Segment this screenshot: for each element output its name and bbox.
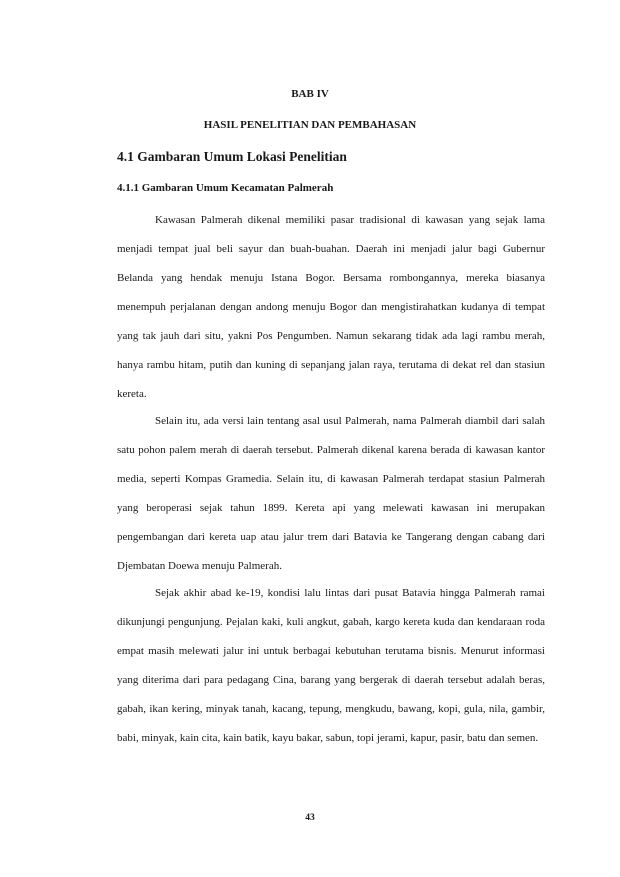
page-number: 43 — [305, 813, 315, 823]
subsection-heading: 4.1.1 Gambaran Umum Kecamatan Palmerah — [117, 182, 334, 194]
paragraph-1: Kawasan Palmerah dikenal memiliki pasar tradisional di kawasan yang sejak lama menjadi tempat jual beli sayur dan buah-buahan. Daerah ini menjadi jalur bagi Gubernur Belanda yang hendak menuju Istana Bogor. Bersama rombongannya, mereka biasanya menempuh perjalanan dengan andong menuju Bogor dan mengistirahatkan kudanya di tempat yang tak jauh dari situ, yakni Pos Pengumben. Namun sekarang tidak ada lagi rambu merah, hanya rambu hitam, putih dan kuning di sepanjang jalan raya, terutama di dekat rel dan stasiun kereta. — [117, 214, 545, 400]
paragraph-2: Selain itu, ada versi lain tentang asal usul Palmerah, nama Palmerah diambil dari salah satu pohon palem merah di daerah tersebut. Palmerah dikenal karena berada di kawasan kantor media, seperti Kompas Gramedia. Selain itu, di kawasan Palmerah terdapat stasiun Palmerah yang beroperasi sejak tahun 1899. Kereta api yang melewati kawasan ini merupakan pengembangan dari kereta uap atau jalur trem dari Batavia ke Tangerang dengan cabang dari Djembatan Doewa menuju Palmerah. — [117, 415, 545, 572]
paragraph-3: Sejak akhir abad ke-19, kondisi lalu lintas dari pusat Batavia hingga Palmerah ramai dikunjungi pengunjung. Pejalan kaki, kuli angkut, gabah, kargo kereta kuda dan kendaraan roda empat masih melewati jalur ini untuk berbagai kebutuhan terutama bisnis. Menurut informasi yang diterima dari para pedagang Cina, barang yang bergerak di daerah tersebut adalah beras, gabah, ikan kering, minyak tanah, kacang, tepung, mengkudu, bawang, kopi, gula, nila, gambir, babi, minyak, kain cita, kain batik, kayu bakar, sabun, topi jerami, kapur, pasir, batu dan semen. — [117, 587, 545, 744]
section-heading: 4.1 Gambaran Umum Lokasi Penelitian — [117, 149, 347, 164]
chapter-title: HASIL PENELITIAN DAN PEMBAHASAN — [203, 119, 417, 131]
chapter-label: BAB IV — [291, 88, 329, 100]
